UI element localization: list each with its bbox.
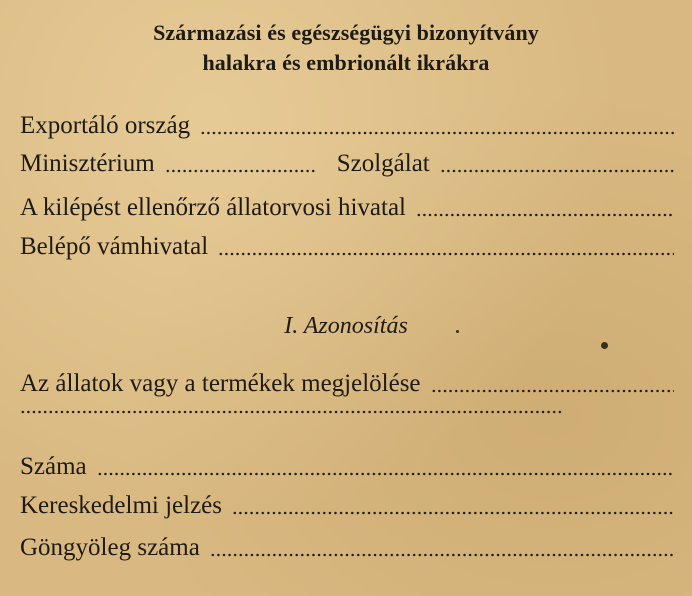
fill-in-line xyxy=(200,131,674,135)
fill-in-line xyxy=(20,410,562,414)
field-label: Az állatok vagy a termékek megjelölése xyxy=(20,370,421,397)
fill-in-line xyxy=(232,511,674,515)
field-ministry-service xyxy=(20,150,674,178)
field-designation xyxy=(20,370,674,398)
document-title-line2: halakra és embrionált ikrákra xyxy=(202,50,490,75)
field-exporting-country xyxy=(20,112,674,140)
fill-in-line xyxy=(218,252,674,256)
fill-in-line-service xyxy=(440,169,674,173)
field-trade-mark xyxy=(20,492,674,520)
field-label-ministry: Minisztérium xyxy=(20,150,155,177)
field-entry-customs xyxy=(20,233,674,261)
field-exit-vet-office xyxy=(20,194,674,222)
fill-in-line xyxy=(210,553,674,557)
field-number xyxy=(20,453,674,481)
ink-speck xyxy=(601,342,608,349)
field-label: Belépő vámhivatal xyxy=(20,233,209,260)
field-label: Száma xyxy=(20,453,87,480)
field-label: Göngyöleg száma xyxy=(20,534,200,561)
ink-speck xyxy=(456,330,459,333)
fill-in-line xyxy=(97,472,674,476)
section-heading-identification: I. Azonosítás xyxy=(284,313,408,339)
field-designation-continuation xyxy=(20,410,562,419)
fill-in-line-ministry xyxy=(165,169,315,173)
field-package-number xyxy=(20,534,674,562)
document-title-line1: Származási és egészségügyi bizonyítvány xyxy=(153,20,539,45)
fill-in-line xyxy=(431,389,674,393)
field-label: A kilépést ellenőrző állatorvosi hivatal xyxy=(20,194,406,221)
fill-in-line xyxy=(416,213,674,217)
field-label: Exportáló ország xyxy=(20,112,191,139)
field-label: Kereskedelmi jelzés xyxy=(20,492,222,519)
field-label-service: Szolgálat xyxy=(336,150,430,177)
